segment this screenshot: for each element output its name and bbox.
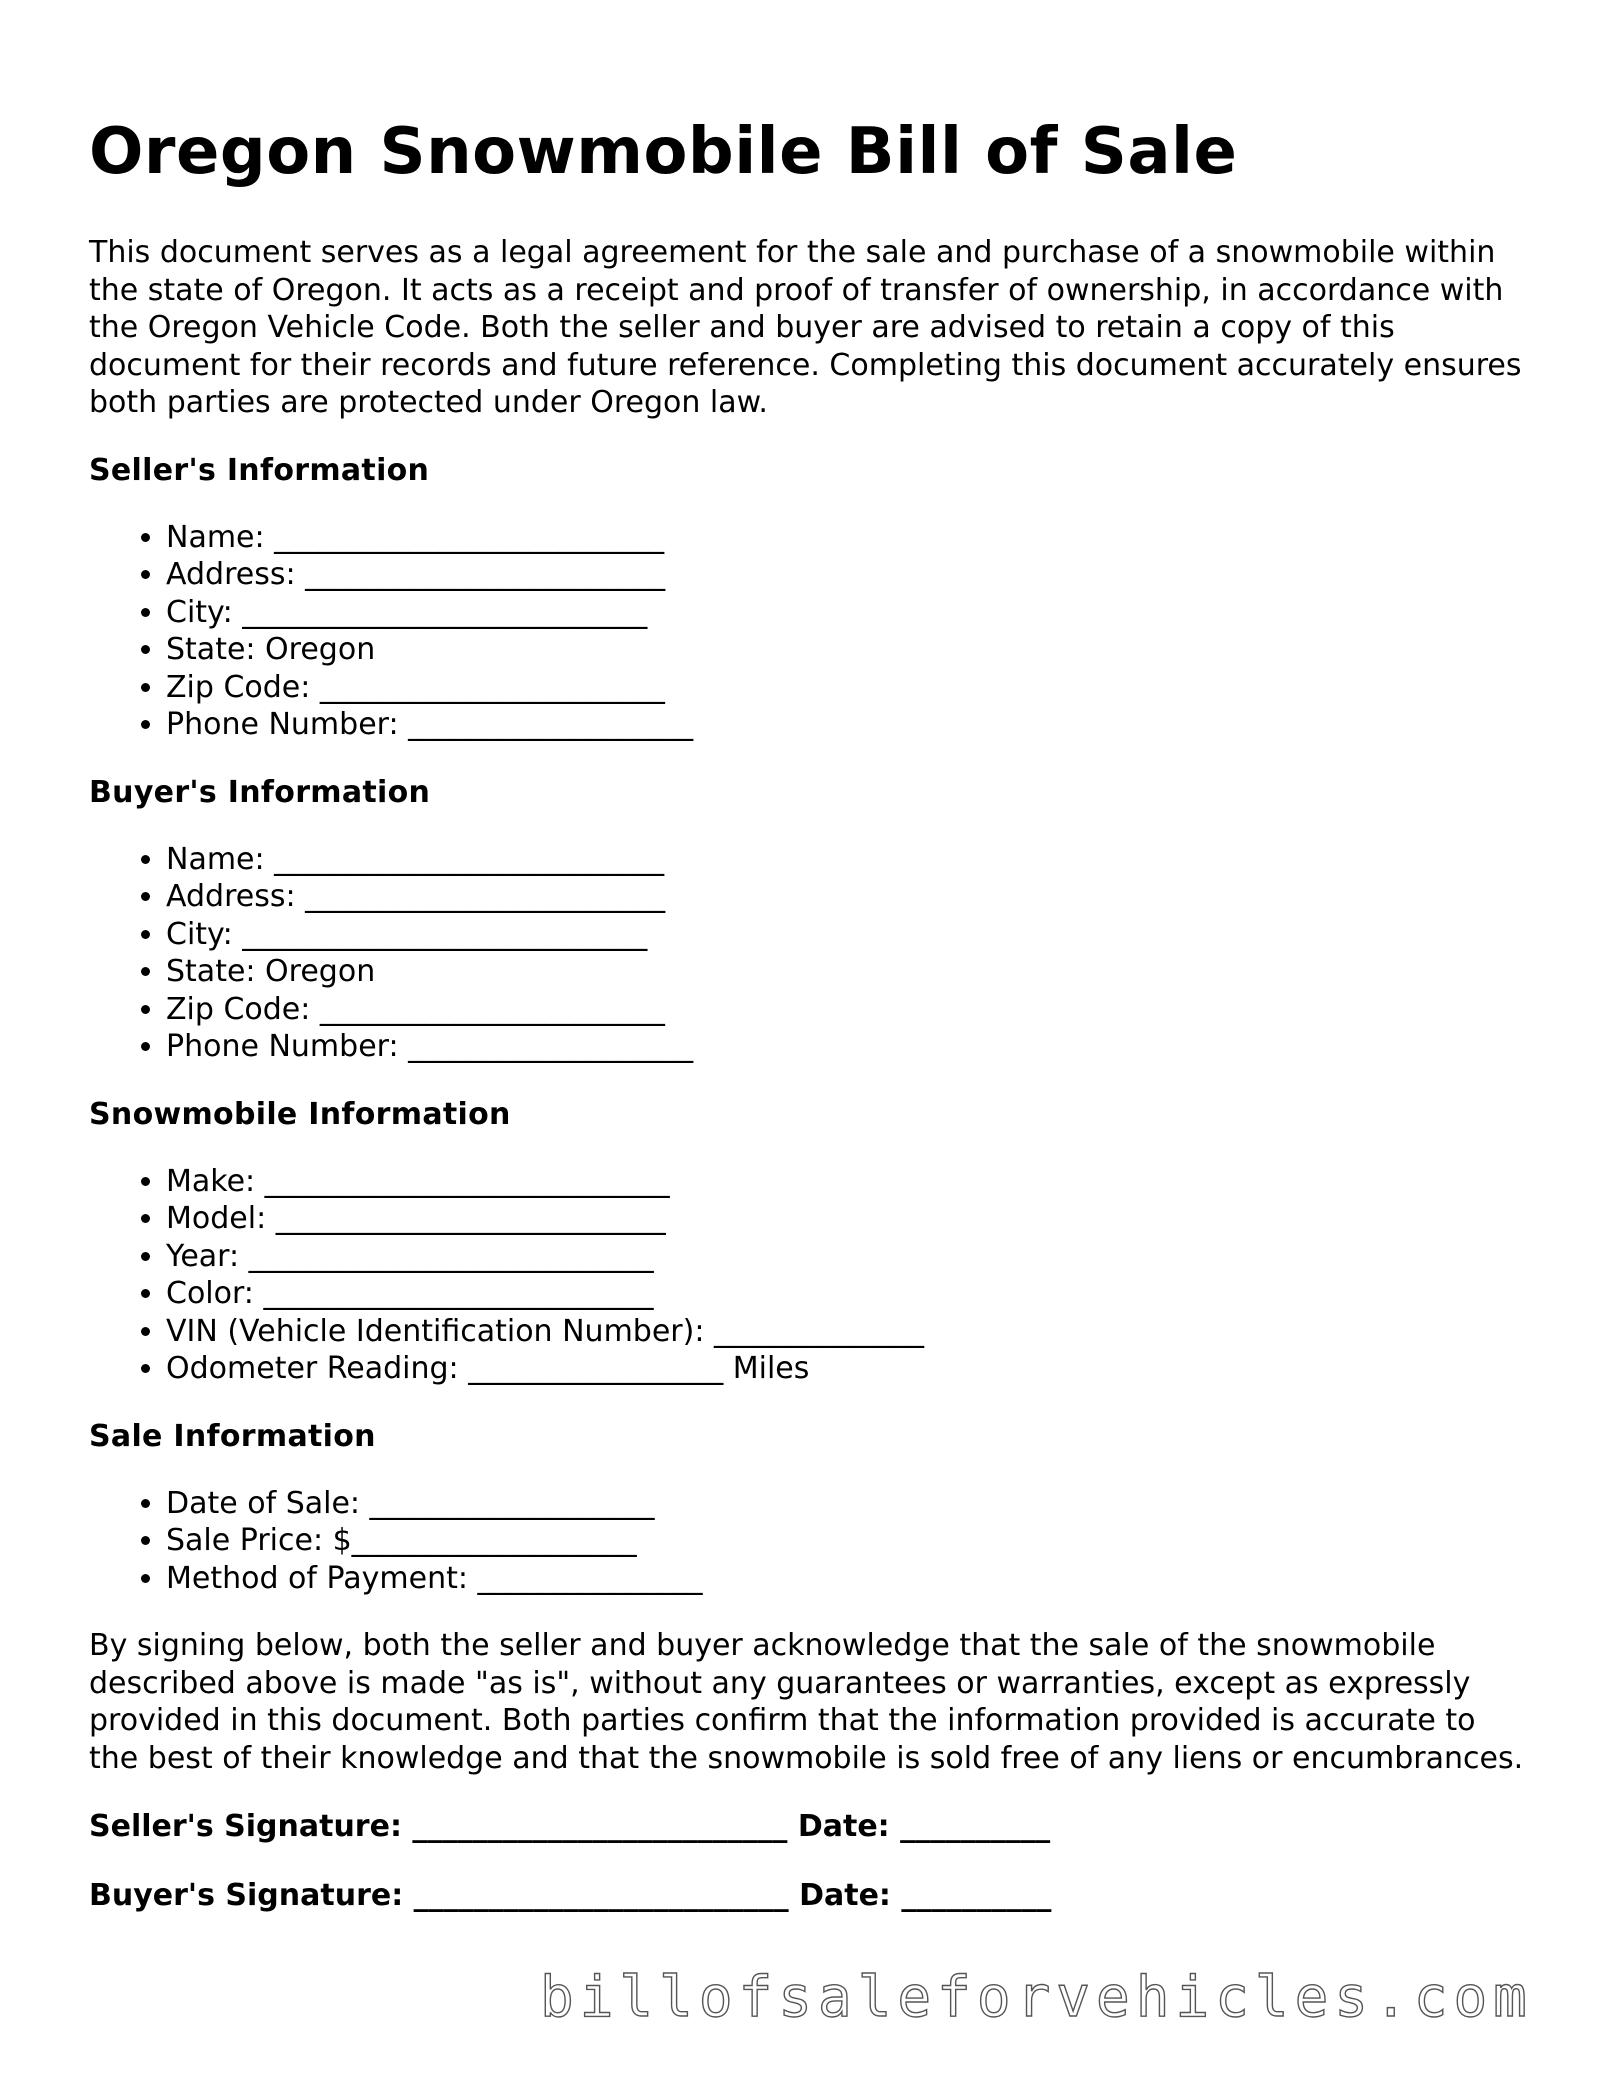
- seller-heading: Seller's Information: [89, 452, 430, 488]
- seller-zip-field[interactable]: • Zip Code: _______________________: [166, 669, 1529, 707]
- buyer-zip-field[interactable]: • Zip Code: _______________________: [166, 991, 1529, 1029]
- buyer-state-field: • State: Oregon: [166, 953, 1529, 991]
- sale-date-field[interactable]: • Date of Sale: ___________________: [166, 1485, 1529, 1523]
- intro-paragraph: This document serves as a legal agreement for the sale and purchase of a snowmobile within the state of Oregon. It acts as a receipt and proof of transfer of ownership, in accordance with the Oregon Vehicle Code. Both the seller and buyer are advised to retain a copy of this document for their records and future reference. Completing this document accurately ensures both parties are protected under Oregon law.: [89, 235, 1522, 420]
- seller-city-field[interactable]: • City: ___________________________: [166, 594, 1529, 632]
- document-page: [89, 108, 1529, 1914]
- seller-signature-line[interactable]: Seller's Signature: _________________________ Date: __________: [89, 1809, 1051, 1844]
- snowmobile-section: [89, 1096, 1529, 1388]
- sale-heading: Sale Information: [89, 1418, 376, 1454]
- snowmobile-odometer-field[interactable]: • Odometer Reading: _________________ Miles: [166, 1350, 1529, 1388]
- snowmobile-model-field[interactable]: • Model: __________________________: [166, 1200, 1529, 1238]
- seller-address-field[interactable]: • Address: ________________________: [166, 556, 1529, 594]
- buyer-signature-line[interactable]: Buyer's Signature: _________________________ Date: __________: [89, 1878, 1052, 1913]
- site-watermark: billofsaleforvehicles.com: [540, 1965, 1533, 2030]
- snowmobile-heading: Snowmobile Information: [89, 1096, 511, 1132]
- snowmobile-make-field[interactable]: • Make: ___________________________: [166, 1163, 1529, 1201]
- buyer-address-field[interactable]: • Address: ________________________: [166, 878, 1529, 916]
- snowmobile-color-field[interactable]: • Color: __________________________: [166, 1275, 1529, 1313]
- buyer-phone-field[interactable]: • Phone Number: ___________________: [166, 1028, 1529, 1066]
- sale-field-list: [89, 1485, 1529, 1598]
- snowmobile-year-field[interactable]: • Year: ___________________________: [166, 1238, 1529, 1276]
- buyer-field-list: [89, 841, 1529, 1066]
- snowmobile-vin-field[interactable]: • VIN (Vehicle Identification Number): ______________: [166, 1313, 1529, 1351]
- buyer-heading: Buyer's Information: [89, 774, 431, 810]
- sale-price-field[interactable]: • Sale Price: $___________________: [166, 1522, 1529, 1560]
- page-title: Oregon Snowmobile Bill of Sale: [89, 115, 1238, 189]
- seller-name-field[interactable]: • Name: __________________________: [166, 519, 1529, 557]
- buyer-city-field[interactable]: • City: ___________________________: [166, 916, 1529, 954]
- seller-field-list: [89, 519, 1529, 744]
- seller-state-field: • State: Oregon: [166, 631, 1529, 669]
- buyer-name-field[interactable]: • Name: __________________________: [166, 841, 1529, 879]
- acknowledgement-paragraph: By signing below, both the seller and buyer acknowledge that the sale of the snowmobile described above is made "as is", without any guarantees or warranties, except as expressly provided in this document. Both parties confirm that the information provided is accurate to the best of their knowledge and that the snowmobile is sold free of any liens or encumbrances.: [89, 1628, 1524, 1776]
- seller-phone-field[interactable]: • Phone Number: ___________________: [166, 706, 1529, 744]
- payment-method-field[interactable]: • Method of Payment: _______________: [166, 1560, 1529, 1598]
- snowmobile-field-list: [89, 1163, 1529, 1388]
- sale-section: [89, 1418, 1529, 1598]
- buyer-section: [89, 774, 1529, 1066]
- seller-section: [89, 452, 1529, 744]
